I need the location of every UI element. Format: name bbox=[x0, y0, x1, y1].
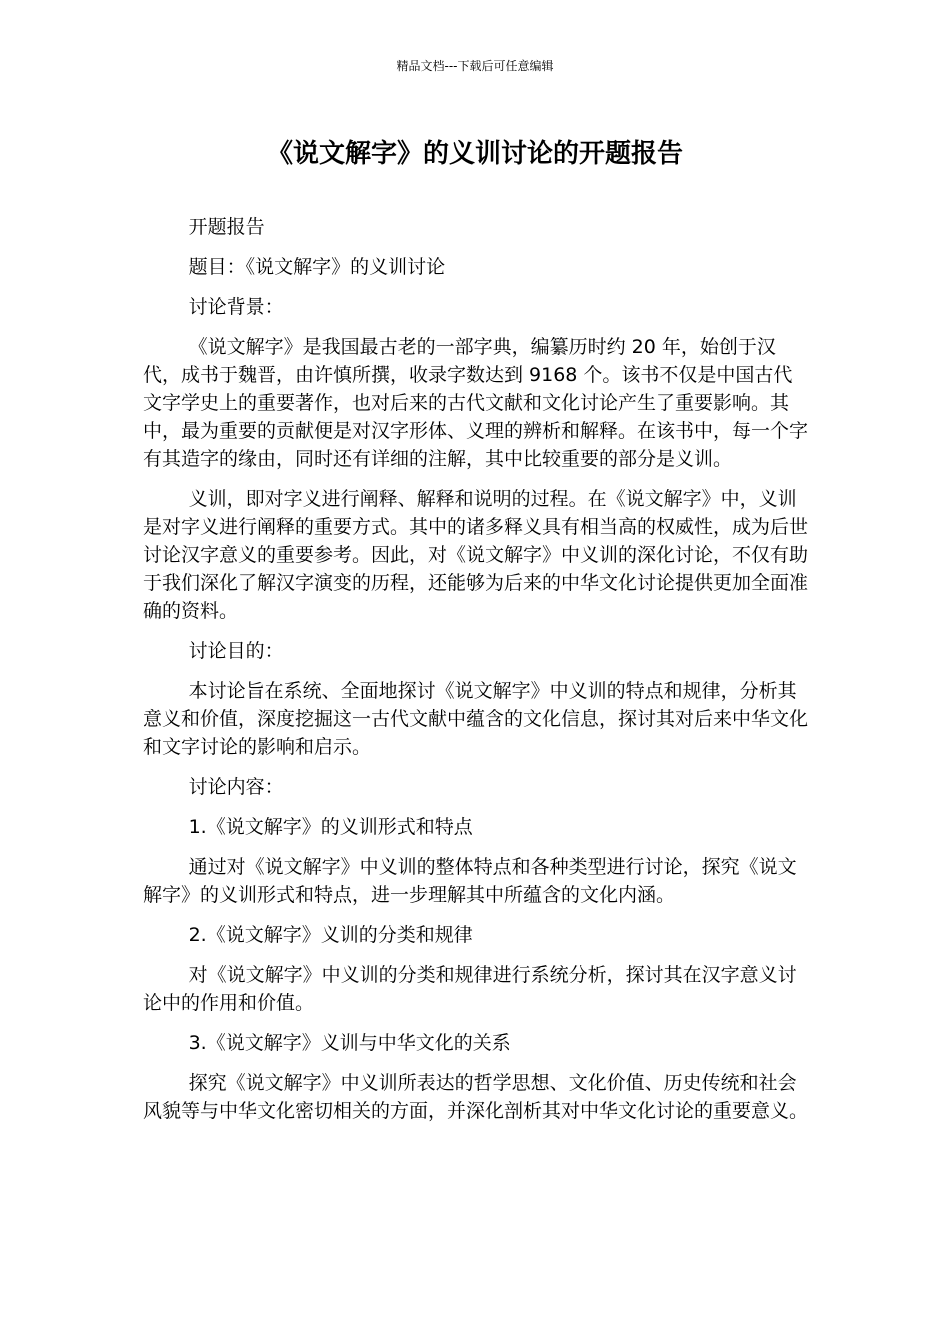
content-item-2-title: 2.《说文解字》义训的分类和规律 bbox=[188, 924, 473, 946]
header-note: 精品文档---下载后可任意编辑 bbox=[396, 59, 554, 73]
paragraph-background-1: 《说文解字》是我国最古老的一部字典，编纂历时约 20 年，始创于汉代，成书于魏晋，由许慎所撰，收录字数达到 9168 个。该书不仅是中国古代文字学史上的重要著作，也对后来的古代文献和文化讨论产生了重要影响。其中，最为重要的贡献便是对汉字形体、义理的辨析和解释。在该书中，每一个字有其造字的缘由，同时还有详细的注解，其中比较重要的部分是义训。 bbox=[143, 336, 809, 470]
heading-purpose: 讨论目的： bbox=[188, 640, 284, 662]
content-item-1-title: 1.《说文解字》的义训形式和特点 bbox=[188, 816, 473, 838]
content-item-3-text: 探究《说文解字》中义训所表达的哲学思想、文化价值、历史传统和社会风貌等与中华文化密切相关的方面，并深化剖析其对中华文化讨论的重要意义。 bbox=[143, 1072, 809, 1122]
document-title: 《说文解字》的义训讨论的开题报告 bbox=[266, 139, 683, 169]
content-item-3-title: 3.《说文解字》义训与中华文化的关系 bbox=[188, 1032, 511, 1054]
paragraph-topic: 题目：《说文解字》的义训讨论 bbox=[188, 256, 446, 278]
content-item-1-text: 通过对《说文解字》中义训的整体特点和各种类型进行讨论，探究《说文解字》的义训形式和特点，进一步理解其中所蕴含的文化内涵。 bbox=[143, 856, 797, 906]
content-item-2-text: 对《说文解字》中义训的分类和规律进行系统分析，探讨其在汉字意义讨论中的作用和价值。 bbox=[143, 964, 797, 1014]
heading-content: 讨论内容： bbox=[188, 776, 284, 798]
paragraph-purpose: 本讨论旨在系统、全面地探讨《说文解字》中义训的特点和规律，分析其意义和价值，深度挖掘这一古代文献中蕴含的文化信息，探讨其对后来中华文化和文字讨论的影响和启示。 bbox=[143, 680, 809, 758]
document-body bbox=[143, 213, 809, 1137]
paragraph-background-2: 义训，即对字义进行阐释、解释和说明的过程。在《说文解字》中，义训是对字义进行阐释的重要方式。其中的诸多释义具有相当高的权威性，成为后世讨论汉字意义的重要参考。因此，对《说文解字》中义训的深化讨论，不仅有助于我们深化了解汉字演变的历程，还能够为后来的中华文化讨论提供更加全面准确的资料。 bbox=[143, 488, 809, 622]
heading-background: 讨论背景： bbox=[188, 296, 284, 318]
paragraph-report-label: 开题报告 bbox=[188, 216, 265, 238]
